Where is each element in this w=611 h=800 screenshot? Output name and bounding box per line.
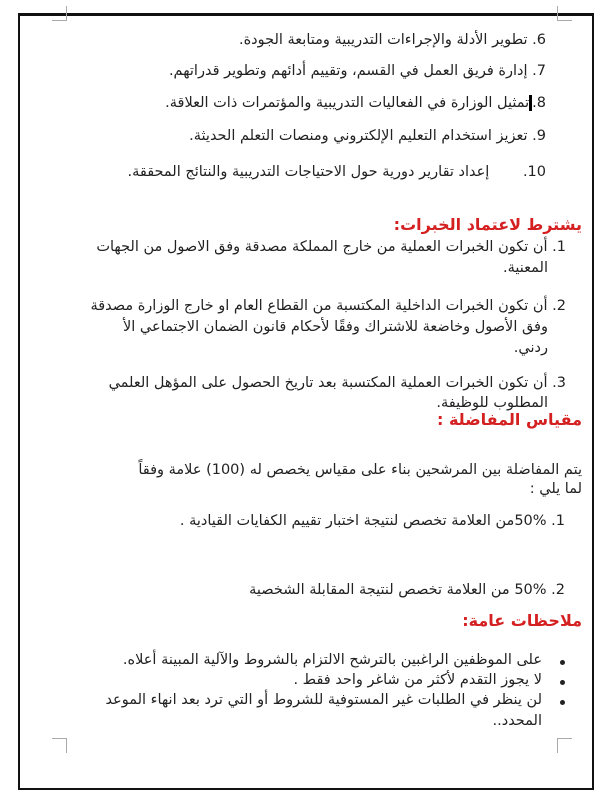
bullet-icon [560, 660, 565, 665]
item-text: أن تكون الخبرات العملية المكتسبة بعد تاريخ الحصول على المؤهل العلمي [108, 375, 548, 391]
bullet-icon [560, 680, 565, 685]
item-text: أن تكون الخبرات الداخلية المكتسبة من القطاع العام او خارج الوزارة مصدقة [90, 298, 548, 314]
item-number: 6. [532, 32, 546, 48]
section-heading: يشترط لاعتماد الخبرات: [393, 215, 582, 234]
item-text: إعداد تقارير دورية حول الاحتياجات التدريبية والنتائج المحققة. [127, 164, 490, 180]
item-text: وفق الأصول وخاضعة للاشتراك وفقًا لأحكام قانون الضمان الاجتماعي الأ [123, 319, 548, 335]
bullet-text: على الموظفين الراغبين بالترشح الالتزام بالشروط والآلية المبينة أعلاه. [122, 652, 542, 668]
list-item [165, 93, 546, 113]
item-text: 50%من العلامة تخصص لنتيجة اختبار تقييم الكفايات القيادية . [179, 513, 547, 529]
bullet-text: لا يجوز التقدم لأكثر من شاغر واحد فقط . [293, 672, 542, 688]
item-text: ردني. [513, 340, 548, 356]
item-number: 1. [552, 239, 566, 255]
item-text: تمثيل الوزارة في الفعاليات التدريبية والمؤتمرات ذات العلاقة. [165, 95, 530, 111]
bullet-text: لن ينظر في الطلبات غير المستوفية للشروط أو التي ترد بعد انهاء الموعد [105, 692, 542, 708]
corner-mark [557, 738, 572, 753]
list-item [169, 61, 546, 81]
section-heading: مقياس المفاضلة : [436, 410, 582, 429]
paragraph-text: يتم المفاضلة بين المرشحين بناء على مقياس يخصص له (100) علامة وفقاً [138, 462, 582, 478]
corner-mark [557, 6, 572, 21]
item-number: 8. [532, 95, 546, 111]
item-text: المعنية. [503, 260, 548, 276]
item-text: 50% من العلامة تخصص لنتيجة المقابلة الشخصية [249, 582, 547, 598]
list-item [180, 511, 565, 531]
list-item [249, 580, 565, 600]
item-number: 1. [551, 513, 565, 529]
item-text: تطوير الأدلة والإجراءات التدريبية ومتابعة الجودة. [238, 32, 528, 48]
item-text: تعزيز استخدام التعليم الإلكتروني ومنصات التعلم الحديثة. [189, 128, 528, 144]
item-number: 9. [532, 128, 546, 144]
item-number: 2. [552, 298, 566, 314]
list-item [90, 296, 566, 316]
item-number: 2. [551, 582, 565, 598]
list-item [189, 126, 546, 146]
item-number: 3. [552, 375, 566, 391]
corner-mark [52, 738, 67, 753]
paragraph-text: لما يلي : [529, 481, 582, 497]
bullet-text: المحدد.. [492, 713, 542, 729]
item-text: أن تكون الخبرات العملية من خارج المملكة مصدقة وفق الاصول من الجهات [96, 239, 548, 255]
corner-mark [52, 6, 67, 21]
item-number: 7. [532, 63, 546, 79]
item-number: 10. [522, 164, 546, 180]
item-text: إدارة فريق العمل في القسم، وتقييم أدائهم وتطوير قدراتهم. [168, 63, 528, 79]
list-item [239, 30, 546, 50]
list-item [109, 373, 566, 393]
bullet-icon [560, 700, 565, 705]
list-item [127, 162, 546, 182]
item-text: المطلوب للوظيفة. [436, 395, 548, 411]
list-item [96, 237, 566, 257]
section-heading: ملاحظات عامة: [462, 611, 582, 630]
